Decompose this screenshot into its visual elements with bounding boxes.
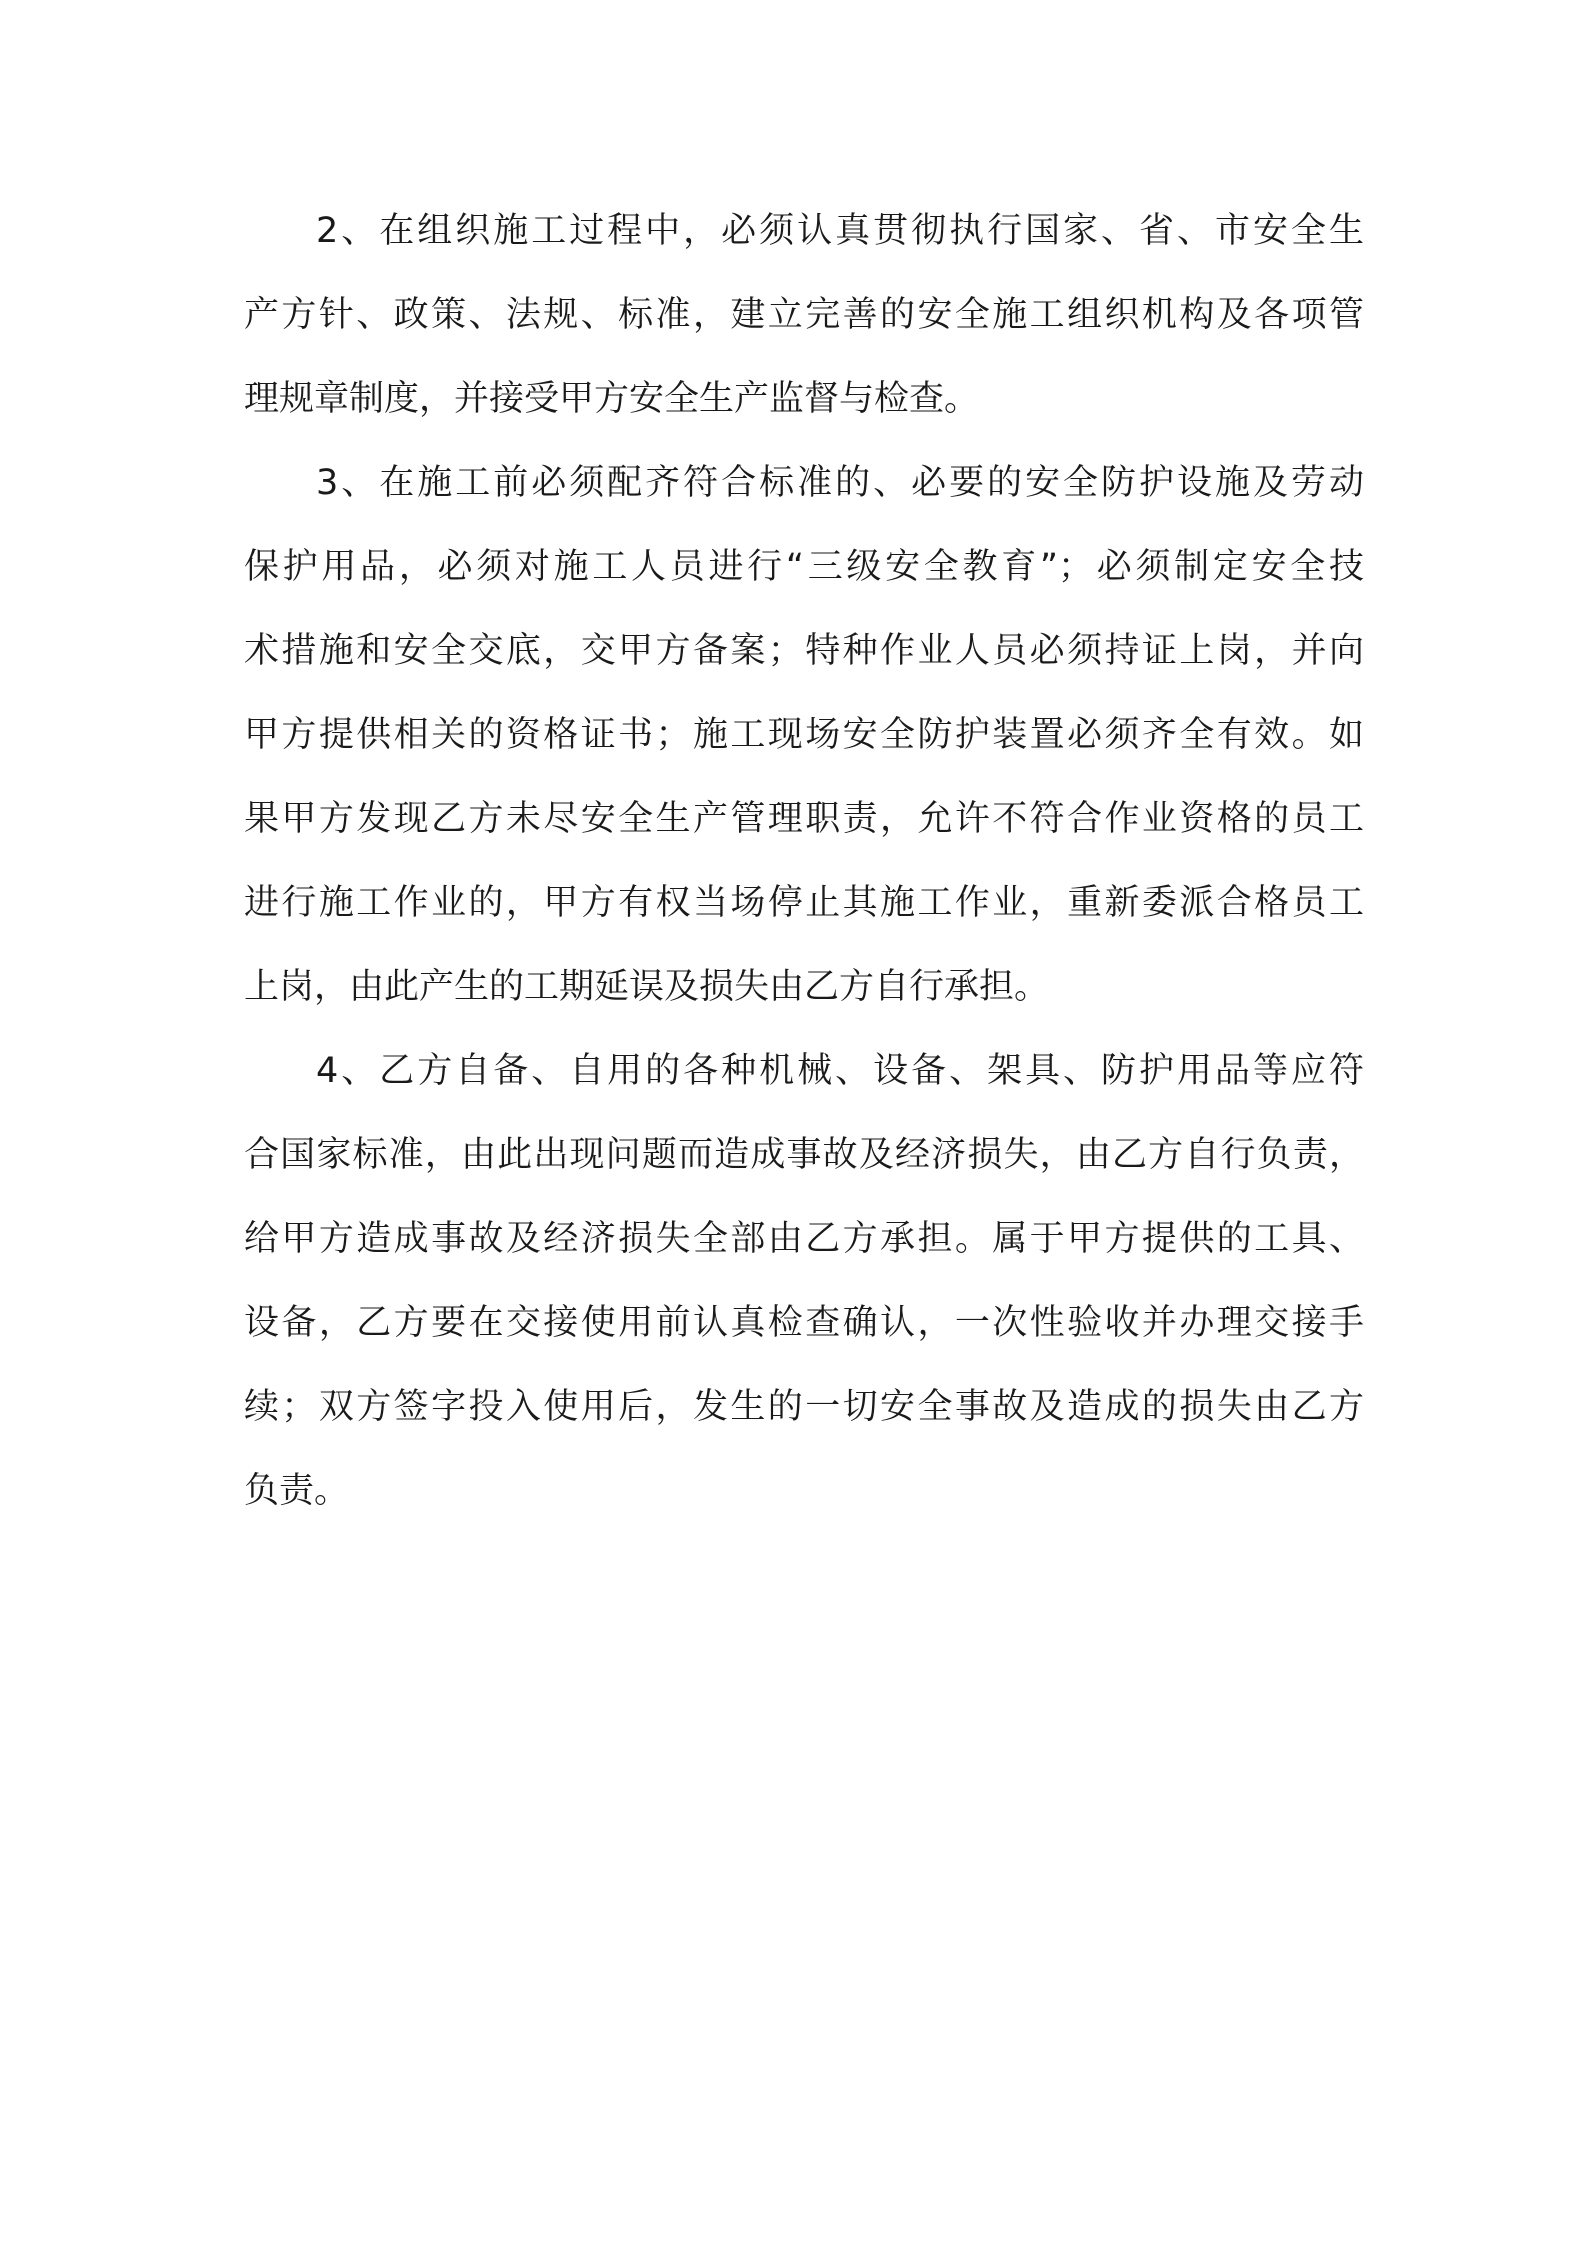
paragraph-line: 上岗，由此产生的工期延误及损失由乙方自行承担。	[244, 967, 1050, 1007]
paragraph-line: 理规章制度，并接受甲方安全生产监督与检查。	[244, 379, 980, 419]
paragraph-4	[244, 1038, 1364, 1542]
paragraph-line: 产方针、政策、法规、标准，建立完善的安全施工组织机构及各项管	[244, 295, 1364, 335]
paragraph-line: 续；双方签字投入使用后，发生的一切安全事故及造成的损失由乙方	[244, 1387, 1364, 1427]
paragraph-line: 保护用品，必须对施工人员进行“三级安全教育”；必须制定安全技	[244, 547, 1364, 587]
paragraph-line: 合国家标准，由此出现问题而造成事故及经济损失，由乙方自行负责，	[244, 1135, 1364, 1175]
paragraph-line: 负责。	[244, 1471, 350, 1511]
paragraph-line: 术措施和安全交底，交甲方备案；特种作业人员必须持证上岗，并向	[244, 631, 1364, 671]
paragraph-line: 甲方提供相关的资格证书；施工现场安全防护装置必须齐全有效。如	[244, 715, 1364, 755]
paragraph-line: 进行施工作业的，甲方有权当场停止其施工作业，重新委派合格员工	[244, 883, 1364, 923]
paragraph-line: 3、在施工前必须配齐符合标准的、必要的安全防护设施及劳动	[316, 463, 1364, 503]
paragraph-line: 4、乙方自备、自用的各种机械、设备、架具、防护用品等应符	[316, 1051, 1364, 1091]
paragraph-line: 给甲方造成事故及经济损失全部由乙方承担。属于甲方提供的工具、	[244, 1219, 1364, 1259]
paragraph-line: 设备，乙方要在交接使用前认真检查确认，一次性验收并办理交接手	[244, 1303, 1364, 1343]
paragraph-2	[244, 198, 1364, 450]
paragraph-line: 果甲方发现乙方未尽安全生产管理职责，允许不符合作业资格的员工	[244, 799, 1364, 839]
document-body	[244, 198, 1364, 1542]
paragraph-line: 2、在组织施工过程中，必须认真贯彻执行国家、省、市安全生	[316, 211, 1364, 251]
paragraph-3	[244, 450, 1364, 1038]
